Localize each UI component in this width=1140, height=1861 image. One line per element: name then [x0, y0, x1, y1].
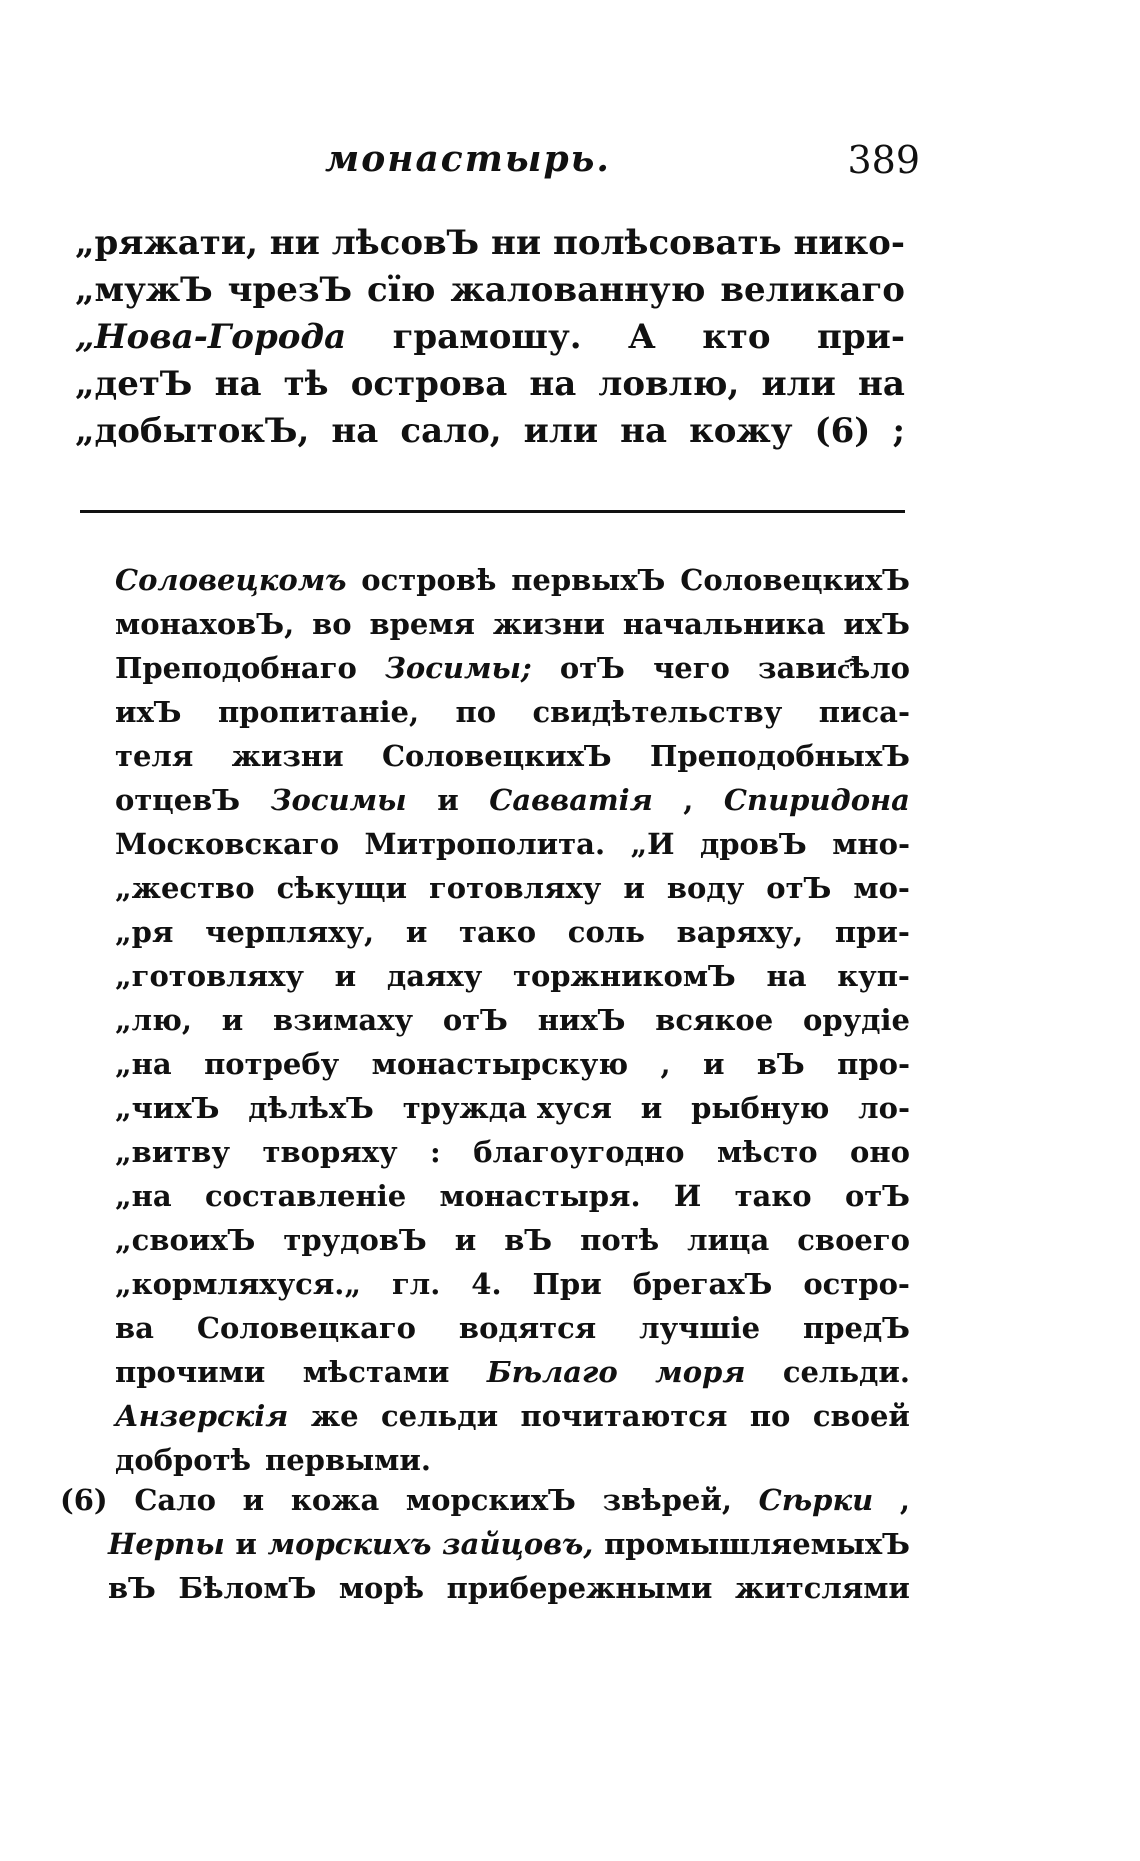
word: творяху — [262, 1135, 398, 1169]
word: дровЪ — [699, 827, 807, 861]
word: „жество — [115, 871, 255, 905]
text-line — [115, 954, 910, 998]
word: грамошу. — [392, 317, 582, 357]
word: начальника — [622, 607, 826, 641]
word: „на — [115, 1179, 172, 1213]
word: дѣлѣхЪ — [248, 1091, 374, 1125]
word: прибережными — [446, 1571, 713, 1605]
text-line — [60, 1522, 910, 1566]
word: трудовЪ — [283, 1223, 427, 1257]
word: тако — [459, 915, 537, 949]
word: на — [529, 364, 577, 404]
word: орудіе — [802, 1003, 910, 1037]
word: при- — [817, 317, 905, 357]
word: первыхЪ — [511, 563, 666, 597]
word: зайцовъ, — [442, 1527, 594, 1561]
word: всякое — [655, 1003, 774, 1037]
word: жизни — [492, 607, 605, 641]
word: на — [620, 411, 668, 451]
word: составленіе — [205, 1179, 407, 1213]
word: оно — [850, 1135, 910, 1169]
word: или — [523, 411, 599, 451]
text-line — [115, 734, 910, 778]
word: и — [405, 915, 428, 949]
word: „кормляхуся.„ — [115, 1267, 362, 1301]
text-line — [115, 1130, 910, 1174]
word: мо- — [853, 871, 910, 905]
word: Бѣлаго — [486, 1355, 618, 1389]
word: „И — [630, 827, 675, 861]
word: по — [749, 1399, 791, 1433]
word: ни — [269, 223, 320, 263]
word: отЪ — [442, 1003, 508, 1037]
word: промышляемыхЪ — [604, 1527, 910, 1561]
word: отЪ — [844, 1179, 910, 1213]
word: свидѣтельству — [532, 695, 783, 729]
word: ПреподобныхЪ — [649, 739, 910, 773]
word: тѣ — [283, 364, 329, 404]
word: (6) — [60, 1483, 108, 1517]
word: полѣсовать — [553, 223, 782, 263]
word: соль — [567, 915, 645, 949]
word: нико- — [793, 223, 905, 263]
word: монастыря. — [439, 1179, 641, 1213]
word: ловлю, — [598, 364, 740, 404]
word: ихЪ — [843, 607, 910, 641]
word: и — [334, 959, 357, 993]
word: ло- — [858, 1091, 910, 1125]
word: сѣкущи — [276, 871, 408, 905]
word: нихЪ — [537, 1003, 626, 1037]
word: „готовляху — [115, 959, 304, 993]
word: островѣ — [361, 563, 497, 597]
word: почитаются — [520, 1399, 728, 1433]
text-line — [115, 1306, 910, 1350]
word: вЪ — [756, 1047, 805, 1081]
word: звѣрей, — [602, 1483, 732, 1517]
word: великаго — [720, 270, 905, 310]
word: вЪ — [504, 1223, 553, 1257]
footnote-divider — [80, 510, 905, 513]
word: вЪ — [108, 1571, 156, 1605]
word: и — [235, 1527, 257, 1561]
word: благоугодно — [473, 1135, 685, 1169]
word: „детЪ — [75, 364, 193, 404]
word: ихЪ — [115, 695, 182, 729]
text-line — [115, 602, 910, 646]
word: кто — [702, 317, 771, 357]
word: При — [532, 1267, 602, 1301]
word: : — [430, 1135, 441, 1169]
word: тружда хуся — [402, 1091, 612, 1125]
text-line — [115, 1350, 910, 1394]
word: при- — [834, 915, 910, 949]
word: морскихъ — [267, 1527, 432, 1561]
word: жалованную — [450, 270, 706, 310]
word: же — [310, 1399, 359, 1433]
word: первыми. — [265, 1443, 431, 1477]
word: и — [437, 783, 459, 817]
word: воду — [666, 871, 745, 905]
word: пропитаніе, — [217, 695, 420, 729]
text-line — [115, 1438, 910, 1482]
running-title: монастырь. — [325, 138, 611, 180]
word: „ря — [115, 915, 174, 949]
word: Соловецкаго — [196, 1311, 416, 1345]
word: лѣсовЪ — [331, 223, 480, 263]
word: мно- — [832, 827, 910, 861]
word: „мужЪ — [75, 270, 213, 310]
word: своей — [812, 1399, 910, 1433]
word: житслями — [734, 1571, 910, 1605]
word: рыбную — [691, 1091, 830, 1125]
word: „ряжати, — [75, 223, 258, 263]
text-line — [115, 690, 910, 734]
word: чрезЪ — [227, 270, 353, 310]
word: „Нова-Города — [75, 317, 347, 357]
word: сїю — [367, 270, 436, 310]
word: брегахЪ — [632, 1267, 773, 1301]
page-number: 389 — [847, 138, 920, 182]
text-line — [115, 1042, 910, 1086]
word: взимаху — [273, 1003, 414, 1037]
word: черпляху, — [205, 915, 375, 949]
word: СоловецкихЪ — [680, 563, 910, 597]
text-line — [60, 1566, 910, 1610]
word: монастырскую — [371, 1047, 629, 1081]
word: Сало — [134, 1483, 216, 1517]
text-line — [115, 1174, 910, 1218]
text-line — [115, 998, 910, 1042]
word: БѣломЪ — [178, 1571, 317, 1605]
text-line — [115, 558, 910, 602]
word: морѣ — [338, 1571, 425, 1605]
word: по — [455, 695, 497, 729]
word: ; — [892, 411, 905, 451]
word: завис҄ѣло — [757, 651, 910, 685]
word: время — [369, 607, 475, 641]
page-header — [120, 138, 950, 198]
word: на — [857, 364, 905, 404]
main-text-block — [75, 220, 905, 455]
word: кожа — [290, 1483, 380, 1517]
word: на — [214, 364, 262, 404]
word: варяху, — [676, 915, 804, 949]
text-line — [75, 220, 905, 267]
word: писа- — [818, 695, 910, 729]
word: острова — [350, 364, 508, 404]
word: „чихЪ — [115, 1091, 220, 1125]
text-line — [75, 408, 905, 455]
text-line — [75, 314, 905, 361]
footnote-continued — [115, 558, 910, 1482]
text-line — [115, 646, 910, 690]
word: сельди. — [782, 1355, 910, 1389]
word: , — [683, 783, 694, 817]
word: жизни — [231, 739, 344, 773]
word: на — [331, 411, 379, 451]
word: монаховЪ, — [115, 607, 295, 641]
word: мѣсто — [717, 1135, 818, 1169]
word: моря — [655, 1355, 746, 1389]
word: „на — [115, 1047, 172, 1081]
word: Митрополита. — [364, 827, 606, 861]
word: добротѣ — [115, 1443, 251, 1477]
word: „витву — [115, 1135, 231, 1169]
word: водятся — [458, 1311, 597, 1345]
word: Савватія — [489, 783, 653, 817]
word: „добытокЪ, — [75, 411, 310, 451]
text-line — [115, 822, 910, 866]
word: отЪ — [559, 651, 625, 685]
word: теля — [115, 739, 194, 773]
word: Анзерскія — [115, 1399, 289, 1433]
word: своего — [797, 1223, 910, 1257]
word: и — [454, 1223, 477, 1257]
word: кожу — [689, 411, 793, 451]
word: или — [761, 364, 836, 404]
word: и — [623, 871, 645, 905]
text-line — [75, 267, 905, 314]
word: прочими — [115, 1355, 266, 1389]
word: даяху — [386, 959, 483, 993]
word: и — [242, 1483, 265, 1517]
word: лица — [687, 1223, 770, 1257]
word: Спиридона — [723, 783, 910, 817]
word: и — [702, 1047, 725, 1081]
word: Преподобнаго — [115, 651, 357, 685]
word: тако — [734, 1179, 812, 1213]
word: на — [766, 959, 807, 993]
text-line — [115, 910, 910, 954]
word: „лю, — [115, 1003, 192, 1037]
text-line — [115, 1218, 910, 1262]
word: готовляху — [429, 871, 602, 905]
word: про- — [837, 1047, 910, 1081]
word: , — [660, 1047, 671, 1081]
word: И — [673, 1179, 702, 1213]
word: и — [221, 1003, 244, 1037]
text-line — [115, 1262, 910, 1306]
word: отцевЪ — [115, 783, 241, 817]
footnote-6 — [60, 1478, 910, 1610]
word: Зосимы; — [384, 651, 532, 685]
word: сало, — [400, 411, 502, 451]
word: предЪ — [802, 1311, 910, 1345]
word: Сѣрки — [758, 1483, 874, 1517]
word: морскихЪ — [405, 1483, 576, 1517]
word: чего — [653, 651, 730, 685]
word: гл. — [392, 1267, 441, 1301]
word: куп- — [837, 959, 910, 993]
word: „своихЪ — [115, 1223, 256, 1257]
word: торжникомЪ — [512, 959, 736, 993]
word: СоловецкихЪ — [381, 739, 612, 773]
text-line — [115, 866, 910, 910]
word: мѣстами — [302, 1355, 450, 1389]
word: лучшіе — [639, 1311, 761, 1345]
word: потребу — [204, 1047, 340, 1081]
word: 4. — [471, 1267, 502, 1301]
word: Зосимы — [270, 783, 407, 817]
text-line — [115, 1086, 910, 1130]
text-line — [115, 1394, 910, 1438]
text-line — [115, 778, 910, 822]
text-line — [75, 361, 905, 408]
word: потѣ — [580, 1223, 660, 1257]
word: Соловецкомъ — [115, 563, 347, 597]
word: ва — [115, 1311, 154, 1345]
word: сельди — [381, 1399, 499, 1433]
word: А — [628, 317, 656, 357]
word: Московскаго — [115, 827, 340, 861]
word: , — [899, 1483, 910, 1517]
text-line — [60, 1478, 910, 1522]
word: остро- — [803, 1267, 910, 1301]
word: Нерпы — [108, 1527, 225, 1561]
word: (6) — [814, 411, 871, 451]
word: отЪ — [766, 871, 832, 905]
word: и — [640, 1091, 663, 1125]
word: во — [312, 607, 352, 641]
word: ни — [491, 223, 542, 263]
